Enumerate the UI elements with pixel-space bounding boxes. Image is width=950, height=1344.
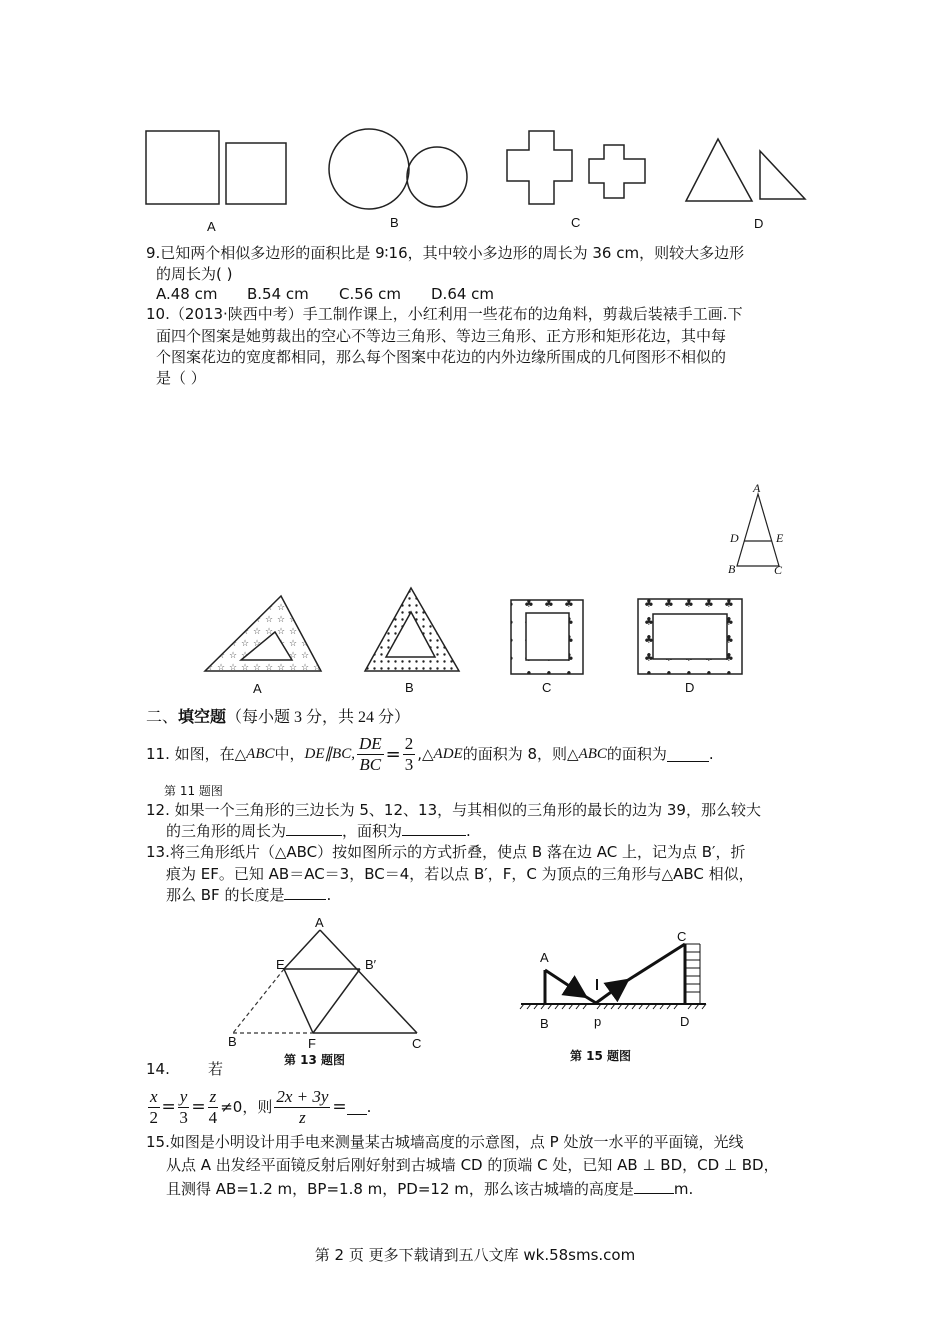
top-label-d: D [754,216,764,231]
q13-line1: 13.将三角形纸片（△ABC）按如图所示的方式折叠，使点 B 落在边 AC 上，记为点 B′，折 [146,843,746,861]
q15-label-d: D [680,1014,690,1029]
section2-prefix: 二、 [146,709,179,726]
q10-line1: 10.（2013·陕西中考）手工制作课上，小红利用一些花布的边角料，剪裁后装裱手工画.下 [146,305,743,323]
q13-line2: 痕为 EF。已知 AB＝AC＝3，BC＝4，若以点 B′，F，C 为顶点的三角形与△ABC 相似， [166,865,754,883]
q9-line1: 9.已知两个相似多边形的面积比是 9∶16，其中较小多边形的周长为 36 cm，则较大多边形 [146,244,745,262]
q11-ade: ADE [433,745,463,762]
q13-line3b: . [326,886,332,904]
q13-label-f: F [308,1036,316,1051]
q11-fraction-2-3: $\frac{2}{3}$ [404,733,414,774]
q11-abc: ABC [246,745,275,762]
q12-line2c: . [466,822,471,840]
q13-caption: 第 13 题图 [284,1053,346,1067]
q14-fraction-z-4: $\frac{z}{4}$ [208,1086,218,1127]
q11-after: ,△ [417,744,434,763]
q10-label-d: D [685,680,695,695]
q12-line2a: 的三角形的周长为 [166,822,287,840]
q11-de-bc: DE∥BC, [304,745,355,762]
q14-expression [146,1083,371,1131]
q12-line1: 12. 如果一个三角形的三边长为 5、12、13，与其相似的三角形的最长的边为 39，那么较大 [146,801,761,819]
q11-mid2: 的面积为 8，则△ [462,744,579,763]
q15-line1: 15.如图是小明设计用手电来测量某古城墙高度的示意图，点 P 处放一水平的平面镜，光线 [146,1133,744,1151]
q15-answer-blank[interactable] [634,1179,674,1194]
q10-line3: 个图案花边的宽度都相同，那么每个图案中花边的内外边缘所围成的几何图形不相似的 [156,348,727,366]
q13-line3a: 那么 BF 的长度是 [166,886,285,904]
top-label-a: A [207,219,216,234]
q13-label-a: A [315,915,324,930]
q11-label-a: A [753,481,761,495]
q14-fraction-target: $\frac{2x + 3y}{z}$ [276,1086,329,1127]
q11-end: . [708,744,714,763]
q15-label-a: A [540,950,549,965]
q14-prefix: 14. 若 [146,1060,223,1078]
q9-option-a: A.48 cm [156,285,218,303]
section2-suffix: （每小题 3 分，共 24 分） [226,709,411,726]
q11-abc2: ABC [578,745,607,762]
q14-fraction-y-3: $\frac{y}{3}$ [179,1086,188,1127]
q15-label-c: C [677,929,687,944]
q11-label-d: D [730,531,739,545]
q12-line2b: ，面积为 [342,822,403,840]
q11-caption: 第 11 题图 [164,784,223,798]
q13-label-b-prime: B′ [365,957,377,972]
page-footer: 第 2 页 更多下载请到五八文库 wk.58sms.com [314,1246,636,1264]
q14-end: . [366,1097,372,1116]
q10-label-c: C [542,680,552,695]
q10-label-a: A [253,681,262,696]
q10-line2: 面四个图案是她剪裁出的空心不等边三角形、等边三角形、正方形和矩形花边，其中每 [156,327,727,345]
q15-line3a: 且测得 AB=1.2 m，BP=1.8 m，PD=12 m，那么该古城墙的高度是 [166,1180,634,1198]
q15-line3b: m. [673,1180,694,1198]
q9-option-b: B.54 cm [247,285,309,303]
q11-label-e: E [776,531,784,545]
q9-option-d: D.64 cm [431,285,495,303]
top-label-c: C [571,215,581,230]
q15-label-b: B [540,1016,549,1031]
q9-option-c: C.56 cm [339,285,401,303]
q14-answer-blank[interactable] [347,1100,367,1115]
q14-fraction-x-2: $\frac{x}{2}$ [149,1086,159,1127]
q11-fraction-de-bc: $\frac{DE}{BC}$ [358,733,382,774]
q11-prefix: 11. 如图，在△ [146,744,247,763]
top-label-b: B [390,215,399,230]
q14-eq: = [332,1096,347,1117]
q11-label-b: B [728,562,736,576]
q11-label-c: C [774,563,783,577]
q15-line3 [166,1179,693,1200]
q11-mid3: 的面积为 [606,744,667,763]
q15-line2: 从点 A 出发经平面镜反射后刚好射到古城墙 CD 的顶端 C 处，已知 AB ⊥ BD，CD ⊥ BD， [166,1156,779,1174]
q13-label-e: E [276,957,285,972]
q13-label-c: C [412,1036,422,1051]
q9-line2: 的周长为( ) [156,265,233,283]
section2-bold: 填空题 [178,709,227,726]
q11-mid1: 中， [274,744,305,763]
q14-eq1: = [161,1096,176,1117]
q14-neq: ≠0，则 [220,1097,273,1116]
q15-label-p: p [594,1014,602,1029]
q13-label-b: B [228,1034,237,1049]
q15-caption: 第 15 题图 [570,1049,632,1063]
q11-eq: = [385,743,401,765]
q10-line4: 是（ ） [156,369,206,387]
q14-eq2: = [191,1096,206,1117]
q10-label-b: B [405,680,414,695]
